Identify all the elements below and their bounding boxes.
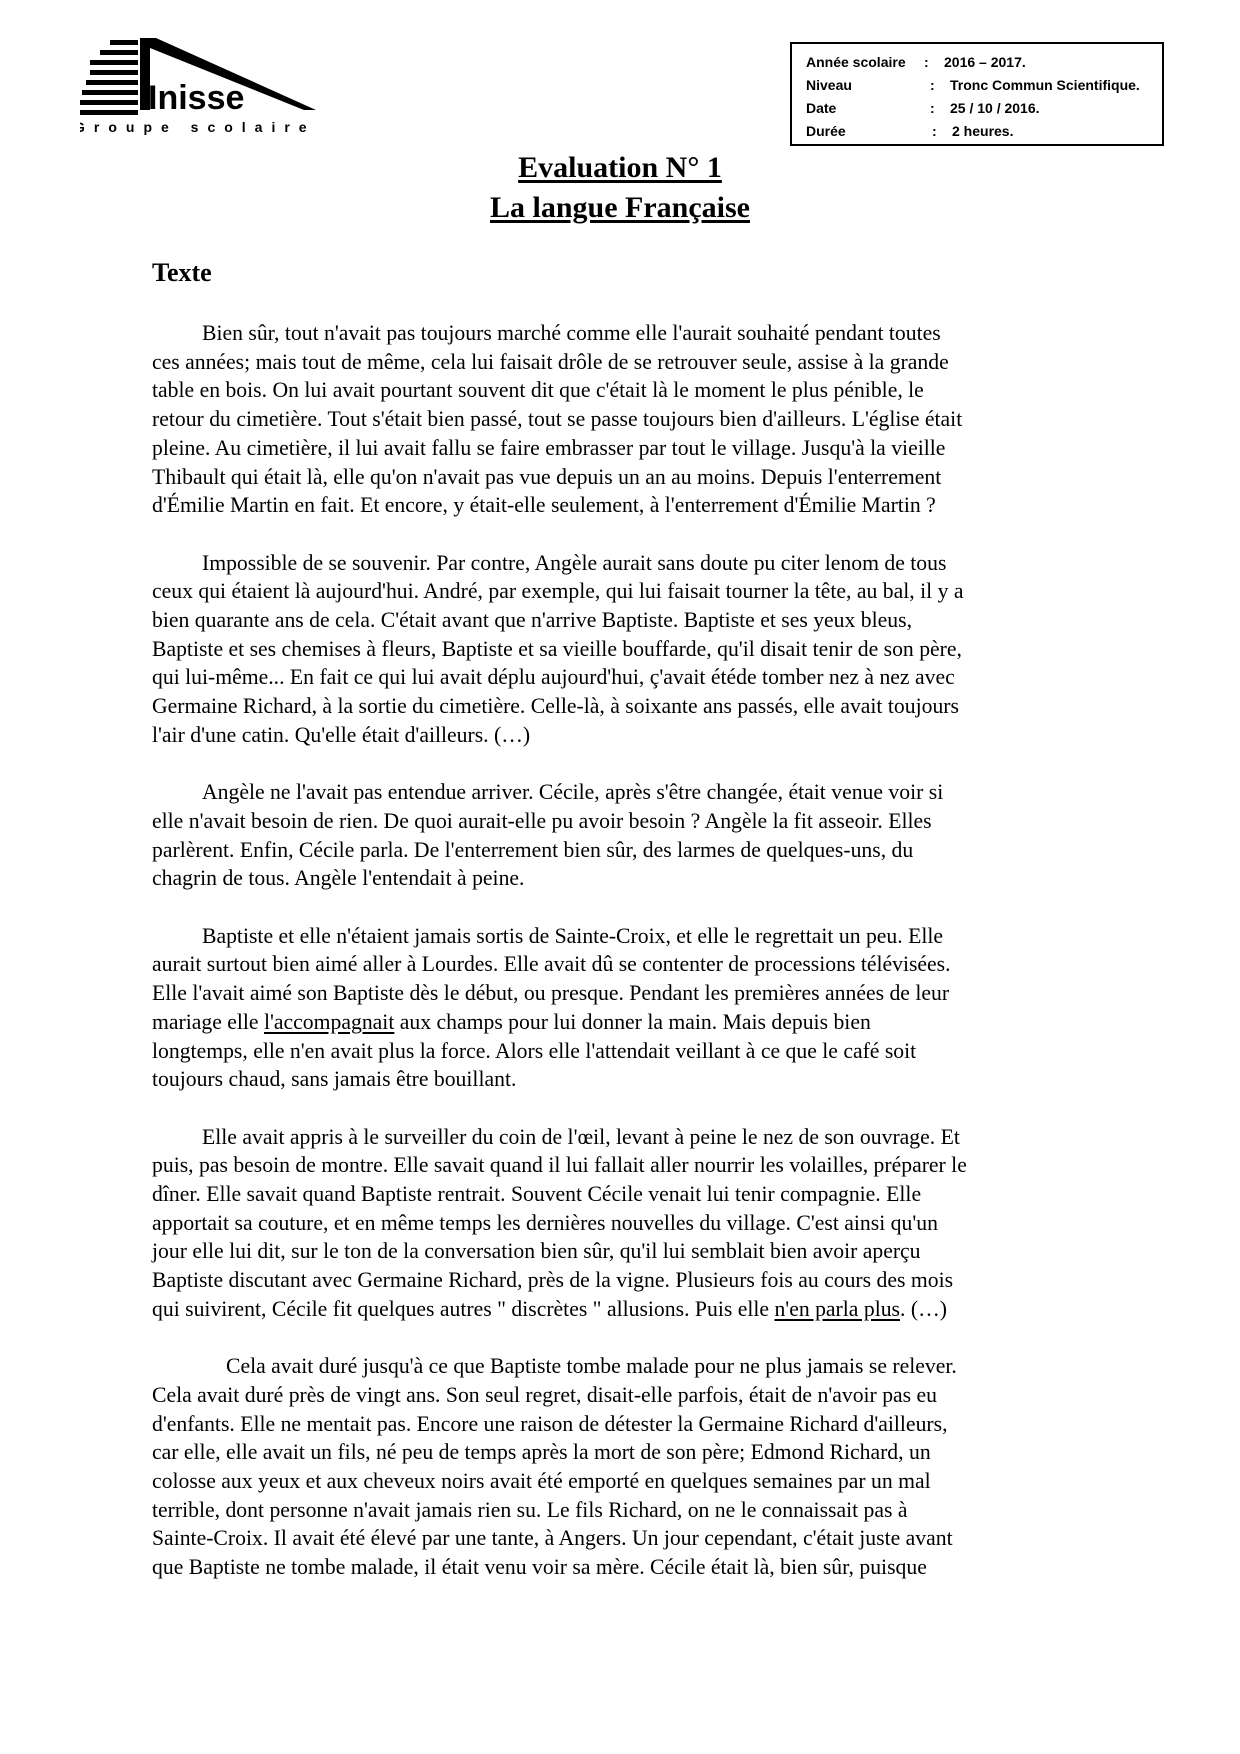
info-value: 2016 – 2017.	[944, 54, 1026, 70]
paragraph-3	[152, 778, 1102, 893]
exam-info-box	[790, 42, 1164, 146]
text-line: dîner. Elle savait quand Baptiste rentrait. Souvent Cécile venait lui tenir compagnie. Elle	[152, 1182, 922, 1207]
school-logo	[80, 36, 360, 146]
info-row-year	[806, 51, 1162, 74]
text-line: terrible, dont personne n'avait jamais rien su. Le fils Richard, on ne le connaissait pas à	[152, 1497, 908, 1522]
text-line: longtemps, elle n'en avait plus la force. Alors elle l'attendait veillant à ce que le café soit	[152, 1038, 917, 1063]
text-line: Baptiste discutant avec Germaine Richard, près de la vigne. Plusieurs fois au cours des mois	[152, 1268, 954, 1293]
info-row-date	[806, 97, 1162, 120]
text-line: jour elle lui dit, sur le ton de la conversation bien sûr, qu'il lui semblait bien avoir aperçu	[152, 1239, 921, 1264]
text-line: table en bois. On lui avait pourtant souvent dit que c'était là le moment le plus pénible, le	[152, 378, 924, 403]
logo-subtitle: Groupe scolaire	[80, 119, 316, 135]
info-separator: :	[930, 100, 935, 116]
info-row-level	[806, 74, 1162, 97]
text-line: aurait surtout bien aimé aller à Lourdes. Elle avait dû se contenter de processions télévisées.	[152, 952, 951, 977]
text-line: Cela avait duré près de vingt ans. Son seul regret, disait-elle parfois, était de n'avoir pas eu	[152, 1382, 938, 1407]
text-line: puis, pas besoin de montre. Elle savait quand il lui fallait aller nourrir les volailles, préparer le	[152, 1153, 967, 1178]
text-line: Bien sûr, tout n'avait pas toujours marché comme elle l'aurait souhaité pendant toutes	[202, 321, 941, 345]
info-label: Durée	[806, 123, 846, 139]
info-value: 2 heures.	[952, 123, 1014, 139]
text-line: ces années; mais tout de même, cela lui faisait drôle de se retrouver seule, assise à la grande	[152, 349, 949, 374]
text-fragment: aux champs pour lui donner la main. Mais depuis bien	[394, 1009, 871, 1034]
text-line: Sainte-Croix. Il avait été élevé par une tante, à Angers. Un jour cependant, c'était juste avant	[152, 1526, 953, 1551]
info-separator: :	[930, 77, 935, 93]
info-separator: :	[932, 123, 937, 139]
text-line: que Baptiste ne tombe malade, il était venu voir sa mère. Cécile était là, bien sûr, puisque	[152, 1555, 927, 1580]
logo-brand: Inisse	[148, 79, 245, 117]
paragraph-5	[152, 1123, 1102, 1324]
text-line: d'enfants. Elle ne mentait pas. Encore une raison de détester la Germaine Richard d'ailleurs,	[152, 1411, 948, 1436]
info-label: Année scolaire	[806, 54, 906, 70]
text-line: parlèrent. Enfin, Cécile parla. De l'enterrement bien sûr, des larmes de quelques-uns, du	[152, 837, 914, 862]
text-line: Germaine Richard, à la sortie du cimetière. Celle-là, à soixante ans passés, elle avait toujours	[152, 694, 959, 719]
paragraph-4	[152, 922, 1102, 1094]
text-line: bien quarante ans de cela. C'était avant que n'arrive Baptiste. Baptiste et ses yeux bleus,	[152, 608, 912, 633]
text-line: Baptiste et elle n'étaient jamais sortis de Sainte-Croix, et elle le regrettait un peu. Elle	[202, 923, 944, 948]
text-line: chagrin de tous. Angèle l'entendait à peine.	[152, 866, 525, 891]
paragraph-2	[152, 549, 1102, 750]
text-line: qui lui-même... En fait ce qui lui avait déplu aujourd'hui, ç'avait étéde tomber nez à nez avec	[152, 665, 955, 690]
text-line: Elle l'avait aimé son Baptiste dès le début, ou presque. Pendant les premières années de leur	[152, 981, 950, 1006]
text-line: pleine. Au cimetière, il lui avait fallu se faire embrasser par tout le village. Jusqu'à la vieille	[152, 435, 946, 460]
page-subtitle: La langue Française	[490, 191, 750, 224]
info-value: Tronc Commun Scientifique.	[950, 77, 1140, 93]
text-line: ceux qui étaient là aujourd'hui. André, par exemple, qui lui faisait tourner la tête, au bal, il y a	[152, 579, 964, 604]
text-line: retour du cimetière. Tout s'était bien passé, tout se passe toujours bien d'ailleurs. L'église était	[152, 407, 963, 432]
logo-mark	[80, 36, 360, 146]
text-body	[152, 319, 1102, 1611]
text-line: toujours chaud, sans jamais être bouillant.	[152, 1067, 517, 1092]
text-line: elle n'avait besoin de rien. De quoi aurait-elle pu avoir besoin ? Angèle la fit asseoir. Elles	[152, 808, 932, 833]
text-line: Baptiste et ses chemises à fleurs, Baptiste et sa vieille bouffarde, qu'il disait tenir de son père,	[152, 636, 962, 661]
text-line: Elle avait appris à le surveiller du coin de l'œil, levant à peine le nez de son ouvrage. Et	[202, 1124, 960, 1149]
text-line: Angèle ne l'avait pas entendue arriver. Cécile, après s'être changée, était venue voir si	[202, 780, 944, 805]
paragraph-1	[152, 319, 1102, 520]
text-line: Thibault qui était là, elle qu'on n'avait pas vue depuis un an au moins. Depuis l'enterrement	[152, 464, 942, 489]
text-fragment: qui suivirent, Cécile fit quelques autres " discrètes " allusions. Puis elle	[152, 1296, 775, 1321]
text-line: Impossible de se souvenir. Par contre, Angèle aurait sans doute pu citer lenom de tous	[202, 550, 947, 575]
text-line: apportait sa couture, et en même temps les dernières nouvelles du village. C'est ainsi qu'un	[152, 1210, 938, 1235]
text-line: l'air d'une catin. Qu'elle était d'ailleurs. (…)	[152, 722, 531, 747]
text-line: Cela avait duré jusqu'à ce que Baptiste tombe malade pour ne plus jamais se relever.	[226, 1354, 957, 1379]
text-fragment: mariage elle	[152, 1009, 264, 1034]
page-title-block	[380, 148, 860, 228]
text-line	[152, 1295, 1102, 1324]
info-label: Niveau	[806, 77, 852, 93]
info-label: Date	[806, 100, 837, 116]
text-line: d'Émilie Martin en fait. Et encore, y était-elle seulement, à l'enterrement d'Émilie Martin ?	[152, 493, 936, 518]
page-title: Evaluation N° 1	[518, 151, 722, 184]
info-row-duration	[806, 120, 1162, 143]
text-line: car elle, elle avait un fils, né peu de temps après la mort de son père; Edmond Richard, un	[152, 1440, 931, 1465]
text-fragment: . (…)	[900, 1296, 947, 1321]
section-heading: Texte	[152, 258, 212, 287]
underlined-phrase: n'en parla plus	[774, 1296, 900, 1321]
text-line: colosse aux yeux et aux cheveux noirs avait été emporté en quelques semaines par un mal	[152, 1469, 931, 1494]
info-separator: :	[924, 54, 929, 70]
underlined-word: l'accompagnait	[264, 1009, 395, 1034]
info-value: 25 / 10 / 2016.	[950, 100, 1040, 116]
paragraph-6	[152, 1352, 1102, 1582]
text-line	[152, 1008, 1102, 1037]
